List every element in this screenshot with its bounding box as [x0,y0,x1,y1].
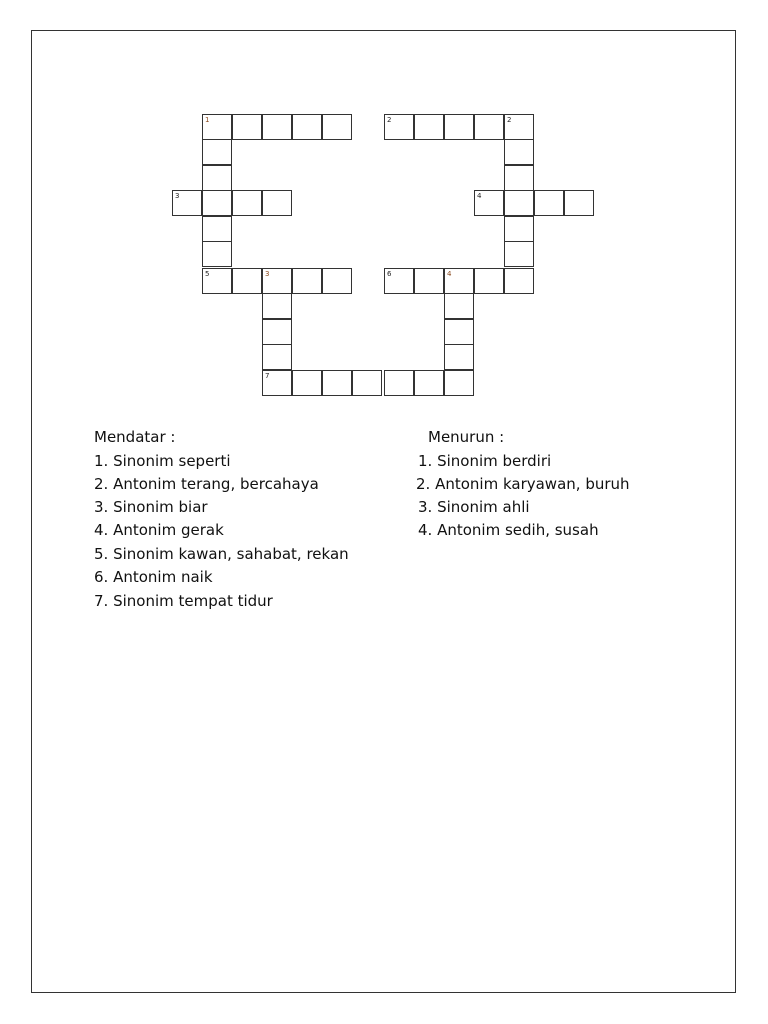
mendatar-clue: 2. Antonim terang, bercahaya [94,475,319,493]
crossword-cell[interactable] [262,114,292,140]
crossword-cell[interactable] [444,268,474,294]
crossword-cell[interactable] [322,114,352,140]
crossword-cell[interactable] [262,190,292,216]
crossword-cell[interactable] [474,268,504,294]
crossword-cell[interactable] [262,370,292,396]
crossword-cell[interactable] [474,114,504,140]
crossword-cell[interactable] [384,114,414,140]
mendatar-clue: 7. Sinonim tempat tidur [94,592,273,610]
crossword-cell[interactable] [202,190,232,216]
crossword-cell[interactable] [262,344,292,370]
crossword-cell[interactable] [292,114,322,140]
crossword-cell[interactable] [262,268,292,294]
clue-number: 7 [265,372,270,380]
crossword-cell[interactable] [202,139,232,165]
clue-number: 2 [507,116,512,124]
crossword-cell[interactable] [384,370,414,396]
clue-number: 3 [175,192,180,200]
clue-number: 4 [447,270,452,278]
mendatar-clue: 1. Sinonim seperti [94,452,231,470]
crossword-cell[interactable] [504,165,534,191]
crossword-cell[interactable] [202,165,232,191]
crossword-cell[interactable] [504,268,534,294]
crossword-cell[interactable] [202,114,232,140]
crossword-cell[interactable] [444,344,474,370]
crossword-cell[interactable] [262,293,292,319]
crossword-cell[interactable] [322,268,352,294]
crossword-cell[interactable] [384,268,414,294]
crossword-cell[interactable] [444,114,474,140]
crossword-cell[interactable] [444,370,474,396]
crossword-cell[interactable] [534,190,564,216]
crossword-cell[interactable] [202,268,232,294]
crossword-cell[interactable] [444,293,474,319]
menurun-clue: 2. Antonim karyawan, buruh [416,475,630,493]
menurun-clue: 3. Sinonim ahli [418,498,530,516]
clue-number: 5 [205,270,210,278]
mendatar-clue: 6. Antonim naik [94,568,213,586]
clue-number: 3 [265,270,270,278]
clue-number: 1 [205,116,210,124]
clue-number: 6 [387,270,392,278]
crossword-cell[interactable] [504,114,534,140]
mendatar-heading: Mendatar : [94,428,176,446]
crossword-cell[interactable] [232,190,262,216]
mendatar-clue: 4. Antonim gerak [94,521,224,539]
crossword-cell[interactable] [322,370,352,396]
crossword-cell[interactable] [414,370,444,396]
crossword-cell[interactable] [232,268,262,294]
clue-number: 2 [387,116,392,124]
crossword-cell[interactable] [414,268,444,294]
crossword-cell[interactable] [232,114,262,140]
crossword-cell[interactable] [474,190,504,216]
crossword-cell[interactable] [292,268,322,294]
crossword-cell[interactable] [444,319,474,345]
crossword-cell[interactable] [292,370,322,396]
crossword-cell[interactable] [202,216,232,242]
crossword-cell[interactable] [352,370,382,396]
crossword-grid [0,0,768,400]
crossword-cell[interactable] [504,190,534,216]
clue-number: 4 [477,192,482,200]
crossword-cell[interactable] [202,241,232,267]
crossword-cell[interactable] [504,241,534,267]
crossword-cell[interactable] [262,319,292,345]
mendatar-clue: 3. Sinonim biar [94,498,208,516]
crossword-cell[interactable] [564,190,594,216]
crossword-cell[interactable] [504,139,534,165]
crossword-cell[interactable] [172,190,202,216]
crossword-cell[interactable] [504,216,534,242]
menurun-clue: 4. Antonim sedih, susah [418,521,599,539]
menurun-heading: Menurun : [428,428,505,446]
crossword-cell[interactable] [414,114,444,140]
menurun-clue: 1. Sinonim berdiri [418,452,552,470]
mendatar-clue: 5. Sinonim kawan, sahabat, rekan [94,545,349,563]
